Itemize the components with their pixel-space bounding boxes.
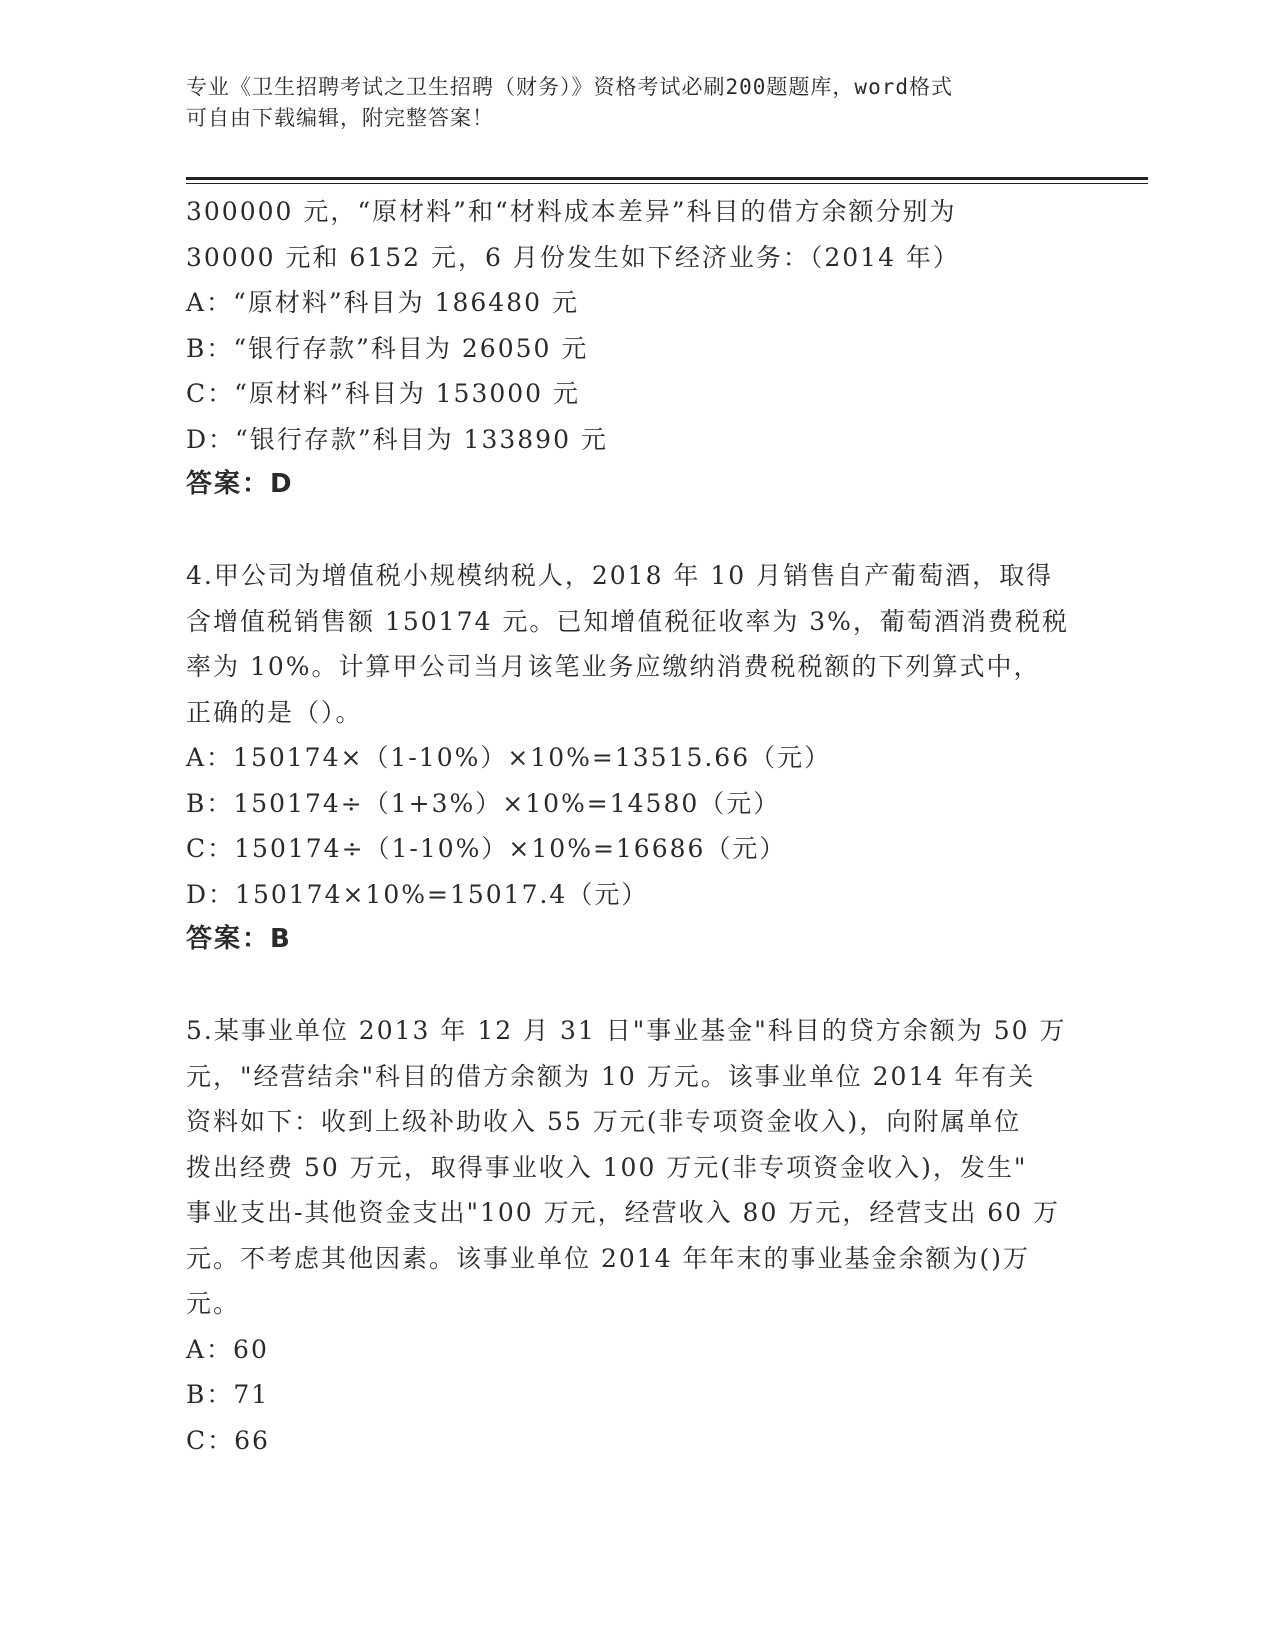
option-b: B：“银行存款”科目为 26050 元: [186, 333, 589, 363]
option-d: D：150174×10%=15017.4（元）: [186, 879, 649, 909]
question-3: [186, 189, 1086, 508]
question-stem-line: 率为 10%。计算甲公司当月该笔业务应缴纳消费税税额的下列算式中，: [186, 652, 1041, 681]
document-header: [186, 72, 1066, 134]
question-stem-line: 正确的是（）。: [186, 697, 363, 727]
header-line-1: 专业《卫生招聘考试之卫生招聘（财务）》资格考试必刷200题题库，word格式: [186, 75, 953, 99]
answer-label: 答案：B: [186, 924, 292, 954]
question-spacer: [186, 963, 1086, 1009]
option-a: A：150174×（1-10%）×10%=13515.66（元）: [186, 743, 832, 772]
option-a: A：“原材料”科目为 186480 元: [186, 288, 579, 317]
question-spacer: [186, 508, 1086, 554]
answer-label: 答案：D: [186, 469, 294, 499]
option-b: B：71: [186, 1380, 270, 1409]
question-stem-line: 4.甲公司为增值税小规模纳税人，2018 年 10 月销售自产葡萄酒，取得: [186, 561, 1054, 590]
question-stem-line: 含增值税销售额 150174 元。已知增值税征收率为 3%，葡萄酒消费税税: [186, 606, 1069, 636]
question-stem-line: 30000 元和 6152 元，6 月份发生如下经济业务：（2014 年）: [186, 242, 960, 272]
option-c: C：150174÷（1-10%）×10%=16686（元）: [186, 834, 787, 863]
question-stem-line: 元。不考虑其他因素。该事业单位 2014 年年末的事业基金余额为()万: [186, 1243, 1031, 1273]
header-divider-thick: [186, 177, 1148, 180]
option-c: C：“原材料”科目为 153000 元: [186, 379, 581, 408]
option-c: C：66: [186, 1425, 270, 1455]
option-a: A：60: [186, 1334, 269, 1364]
option-d: D：“银行存款”科目为 133890 元: [186, 424, 608, 454]
document-body: [186, 189, 1086, 1463]
question-stem-line: 拨出经费 50 万元，取得事业收入 100 万元(非专项资金收入)，发生": [186, 1152, 1028, 1182]
question-stem-line: 元，"经营结余"科目的借方余额为 10 万元。该事业单位 2014 年有关: [186, 1061, 1036, 1091]
option-b: B：150174÷（1+3%）×10%=14580（元）: [186, 788, 781, 818]
question-4: [186, 553, 1086, 963]
header-divider-thin: [186, 183, 1148, 184]
question-5: [186, 1008, 1086, 1463]
question-stem-line: 元。: [186, 1289, 241, 1318]
header-line-2: 可自由下载编辑，附完整答案！: [186, 106, 494, 130]
question-stem-line: 事业支出-其他资金支出"100 万元，经营收入 80 万元，经营支出 60 万: [186, 1198, 1061, 1227]
question-stem-line: 资料如下：收到上级补助收入 55 万元(非专项资金收入)，向附属单位: [186, 1107, 1022, 1136]
question-stem-line: 300000 元，“原材料”和“材料成本差异”科目的借方余额分别为: [186, 197, 957, 226]
question-stem-line: 5.某事业单位 2013 年 12 月 31 日"事业基金"科目的贷方余额为 50 万: [186, 1016, 1067, 1045]
